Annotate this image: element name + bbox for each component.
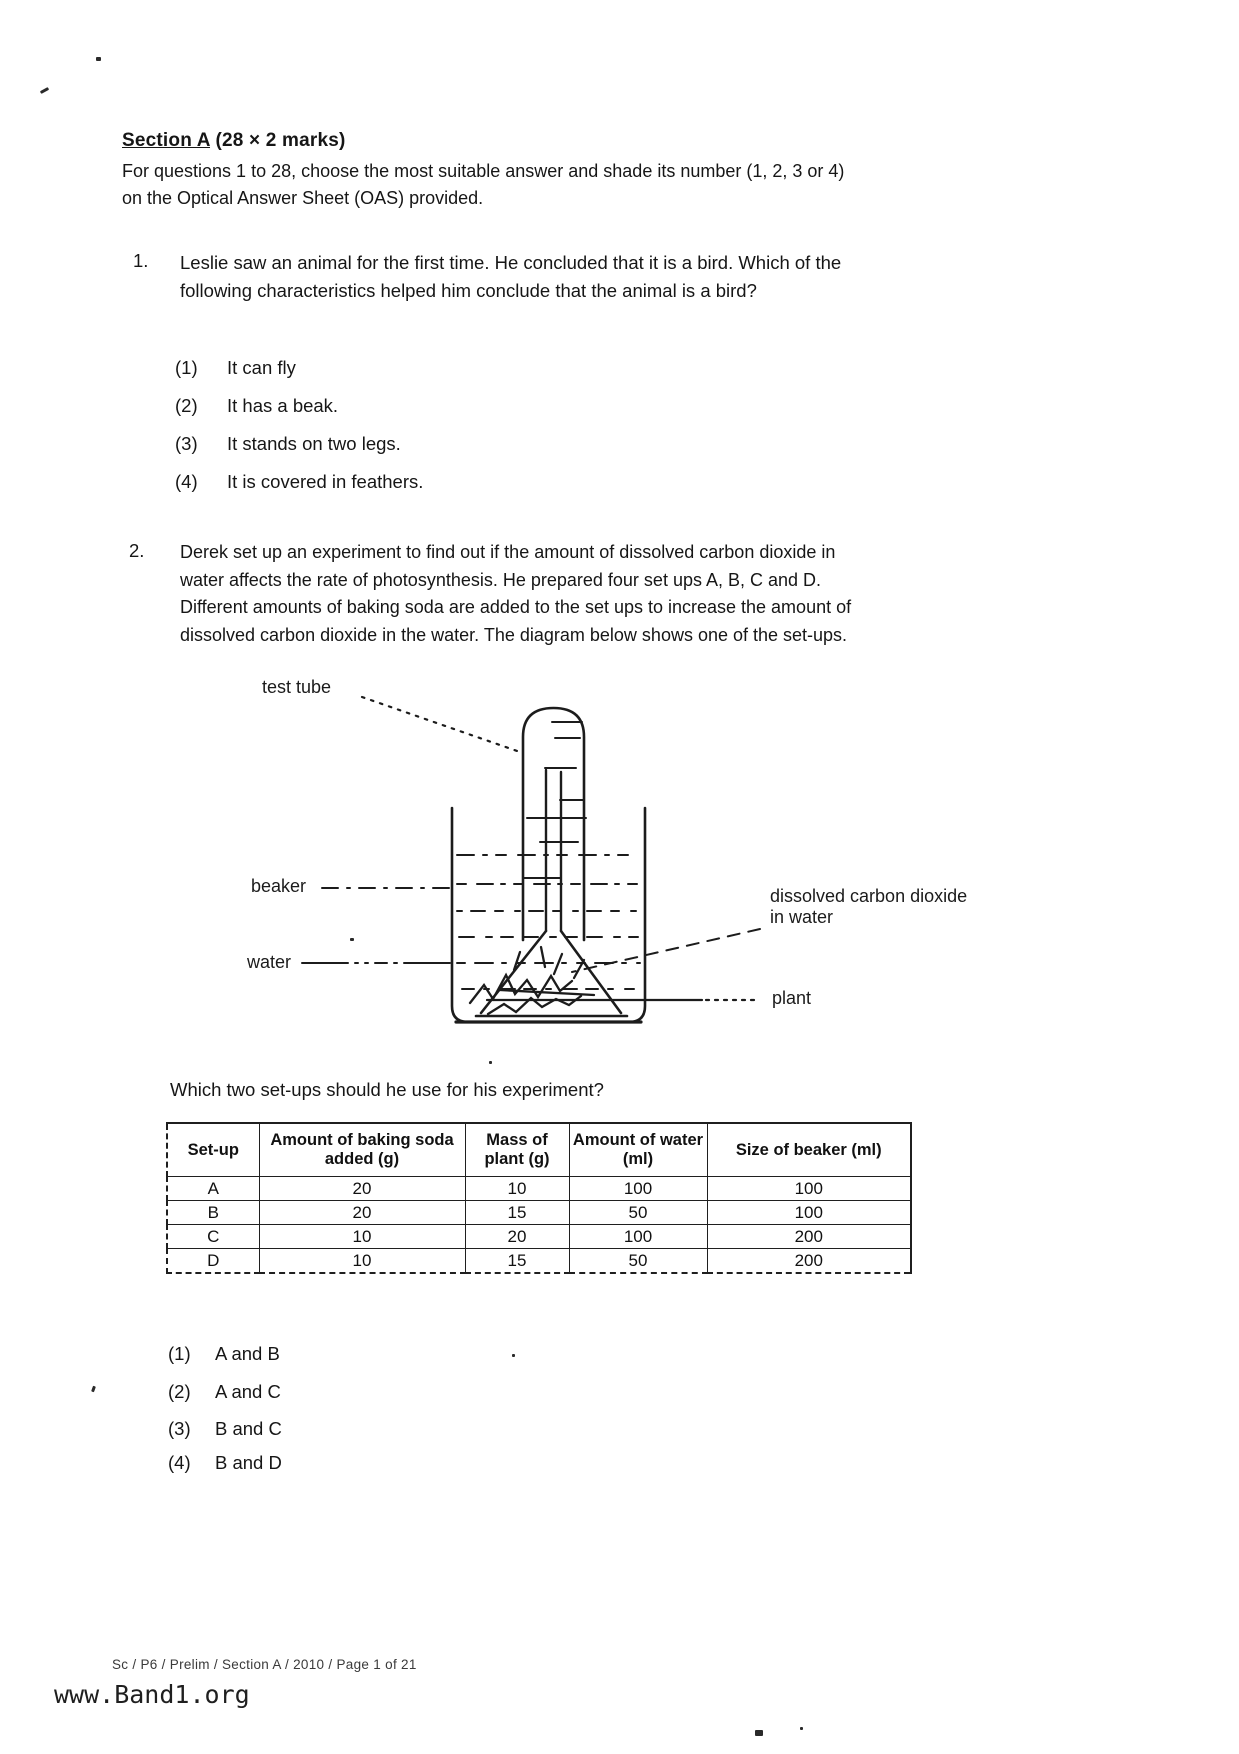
q1-option-1-text: It can fly — [227, 357, 296, 378]
cell-soda: 10 — [259, 1225, 465, 1249]
table-row — [167, 1249, 911, 1274]
setups-table-container — [166, 1122, 912, 1274]
q1-option-1-num: (1) — [175, 357, 198, 378]
cell-mass: 15 — [465, 1201, 569, 1225]
test-tube-leader — [362, 697, 520, 752]
q1-text-line: following characteristics helped him conclude that the animal is a bird? — [180, 280, 757, 301]
cell-water: 50 — [569, 1201, 707, 1225]
q1-option-4-text: It is covered in feathers. — [227, 471, 424, 492]
scan-speck — [800, 1727, 803, 1730]
q1-option-3-num: (3) — [175, 433, 198, 454]
cell-setup: C — [167, 1225, 259, 1249]
scan-speck — [489, 1061, 492, 1064]
cell-water: 50 — [569, 1249, 707, 1274]
q2-text-line: Derek set up an experiment to find out if the amount of dissolved carbon dioxide in — [180, 542, 836, 562]
q1-option-1 — [175, 357, 296, 379]
q2-option-2-num: (2) — [168, 1381, 191, 1402]
dissolved-co2-label — [770, 886, 967, 928]
scan-speck — [96, 57, 101, 61]
scan-speck — [350, 938, 354, 941]
instruction-line: on the Optical Answer Sheet (OAS) provided. — [122, 187, 484, 208]
table-row — [167, 1225, 911, 1249]
footer-doc-ref: Sc / P6 / Prelim / Section A / 2010 / Page 1 of 21 — [112, 1657, 417, 1672]
funnel-cone — [476, 931, 627, 1016]
q1-number: 1. — [133, 250, 149, 271]
water-label: water — [247, 952, 292, 972]
cell-beaker: 100 — [707, 1177, 911, 1201]
funnel-stem — [546, 770, 561, 931]
cell-setup: A — [167, 1177, 259, 1201]
q2-option-2-text: A and C — [215, 1381, 281, 1402]
table-header-row — [167, 1123, 911, 1177]
q2-text — [180, 539, 851, 649]
test-tube-outline — [523, 708, 584, 940]
q1-option-3 — [175, 433, 401, 455]
cell-beaker: 200 — [707, 1225, 911, 1249]
dissolved-co2-label-line2: in water — [770, 907, 834, 927]
col-header-water: Amount of water (ml) — [569, 1123, 707, 1177]
q1-option-2-num: (2) — [175, 395, 198, 416]
beaker-outline — [452, 808, 645, 1022]
setups-table — [166, 1122, 912, 1274]
q2-option-4 — [168, 1452, 282, 1474]
cell-mass: 20 — [465, 1225, 569, 1249]
scan-speck — [91, 1386, 96, 1393]
q2-option-3 — [168, 1418, 282, 1440]
q2-option-3-text: B and C — [215, 1418, 282, 1439]
cell-beaker: 200 — [707, 1249, 911, 1274]
col-header-setup: Set-up — [167, 1123, 259, 1177]
q2-option-4-num: (4) — [168, 1452, 191, 1473]
cell-mass: 10 — [465, 1177, 569, 1201]
table-row — [167, 1201, 911, 1225]
q2-option-1-text: A and B — [215, 1343, 280, 1364]
col-header-mass: Mass of plant (g) — [465, 1123, 569, 1177]
cell-water: 100 — [569, 1177, 707, 1201]
q2-sub-question: Which two set-ups should he use for his experiment? — [170, 1079, 604, 1100]
table-row — [167, 1177, 911, 1201]
cell-soda: 20 — [259, 1177, 465, 1201]
q2-text-line: Different amounts of baking soda are added to the set ups to increase the amount of — [180, 597, 852, 617]
cell-beaker: 100 — [707, 1201, 911, 1225]
cell-mass: 15 — [465, 1249, 569, 1274]
plant-sketch — [470, 947, 594, 1014]
test-tube-label: test tube — [262, 677, 332, 697]
instruction-line: For questions 1 to 28, choose the most suitable answer and shade its number (1, 2, 3 or 4) — [122, 161, 845, 181]
col-header-beaker: Size of beaker (ml) — [707, 1123, 911, 1177]
q1-option-4-num: (4) — [175, 471, 198, 492]
cell-setup: D — [167, 1249, 259, 1274]
dissolved-co2-label-line1: dissolved carbon dioxide — [770, 886, 968, 906]
q2-text-line: dissolved carbon dioxide in the water. The diagram below shows one of the set-ups. — [180, 624, 848, 645]
q2-option-4-text: B and D — [215, 1452, 282, 1473]
col-header-soda: Amount of baking soda added (g) — [259, 1123, 465, 1177]
test-tube-marks — [524, 722, 586, 878]
beaker-label: beaker — [251, 876, 307, 896]
water-lines — [457, 855, 640, 989]
q1-option-2-text: It has a beak. — [227, 395, 339, 416]
q2-option-1-num: (1) — [168, 1343, 191, 1364]
q2-option-1 — [168, 1343, 280, 1365]
q1-option-2 — [175, 395, 338, 417]
q2-option-2 — [168, 1381, 281, 1403]
plant-label: plant — [772, 988, 812, 1008]
cell-water: 100 — [569, 1225, 707, 1249]
cell-soda: 10 — [259, 1249, 465, 1274]
q1-option-3-text: It stands on two legs. — [227, 433, 401, 454]
section-instructions — [122, 158, 844, 211]
q2-option-3-num: (3) — [168, 1418, 191, 1439]
cell-soda: 20 — [259, 1201, 465, 1225]
scan-speck — [40, 87, 49, 94]
q2-text-line: water affects the rate of photosynthesis. He prepared four set ups A, B, C and D. — [180, 569, 822, 590]
scan-speck — [512, 1354, 515, 1357]
cell-setup: B — [167, 1201, 259, 1225]
q1-option-4 — [175, 471, 423, 493]
q1-text — [180, 249, 841, 305]
section-title-marks: (28 × 2 marks) — [210, 130, 346, 151]
q2-number: 2. — [129, 540, 145, 561]
section-title-underlined: Section A — [122, 130, 211, 151]
q1-text-line: Leslie saw an animal for the first time. He concluded that it is a bird. Which of the — [180, 252, 842, 273]
watermark-text: www.Band1.org — [54, 1680, 250, 1709]
scan-speck — [755, 1730, 763, 1736]
section-title — [122, 130, 346, 152]
dissolved-co2-leader — [572, 929, 760, 972]
